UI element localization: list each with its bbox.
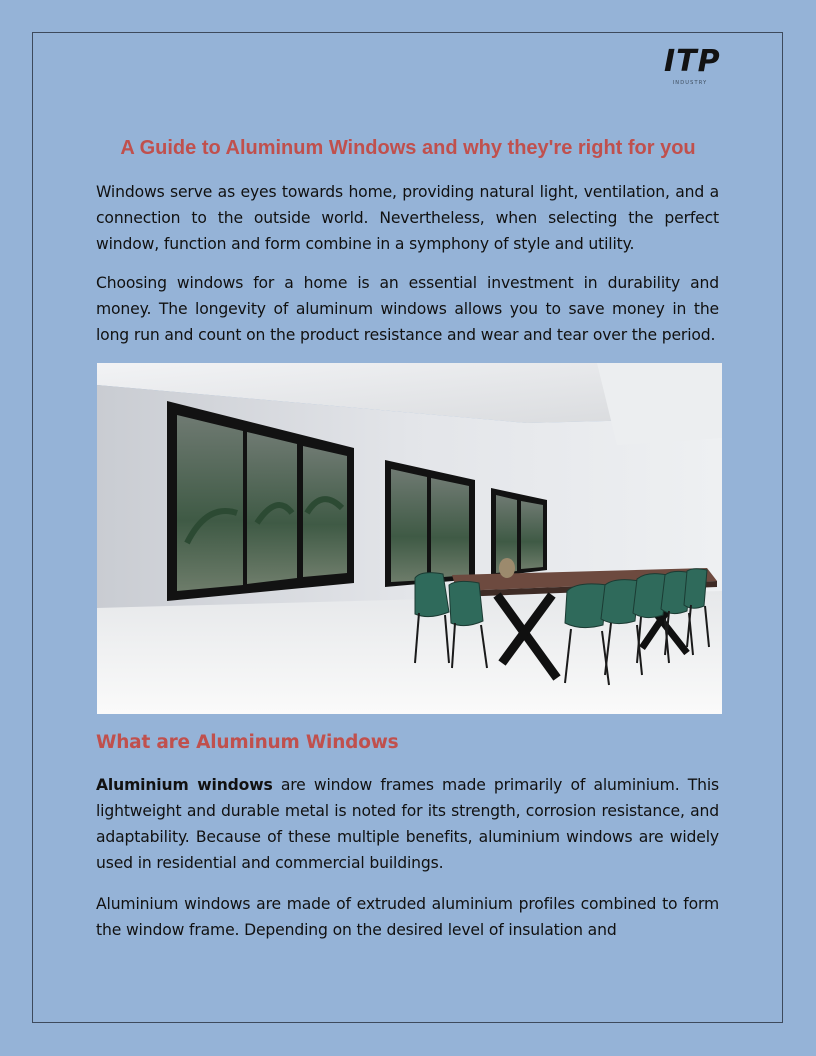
soffit-shape: [597, 363, 722, 445]
intro-paragraph-1: Windows serve as eyes towards home, providing natural light, ventilation, and a connection to the outside world. Nevertheless, when selecting the perfect window, function and form combine in a symphony of style and utility.: [96, 183, 719, 253]
logo-subtitle: INDUSTRY: [672, 80, 708, 86]
document-title: A Guide to Aluminum Windows and why they're right for you: [120, 137, 696, 159]
section-heading: What are Aluminum Windows: [96, 732, 399, 753]
section-paragraph-2: Aluminium windows are made of extruded aluminium profiles combined to form the window frame. Depending on the desired level of insulation and: [96, 895, 719, 939]
logo-text: ITP: [664, 44, 721, 79]
paragraph-text: are window frames made primarily of aluminium. This lightweight and durable metal is noted for its strength, corrosion resistance, and adaptability. Because of these multiple benefits, aluminium windows are widely used in residential and commercial buildings.: [96, 776, 719, 872]
bold-term: Aluminium windows: [96, 776, 273, 794]
intro-paragraph-2: Choosing windows for a home is an essential investment in durability and money. The longevity of aluminum windows allows you to save money in the long run and count on the product resistance and wear and tear over the period.: [96, 274, 719, 344]
middle-window: [385, 460, 475, 587]
dining-room-photo: [97, 363, 722, 714]
section-paragraph-1: [96, 772, 719, 876]
small-window: [491, 488, 547, 577]
